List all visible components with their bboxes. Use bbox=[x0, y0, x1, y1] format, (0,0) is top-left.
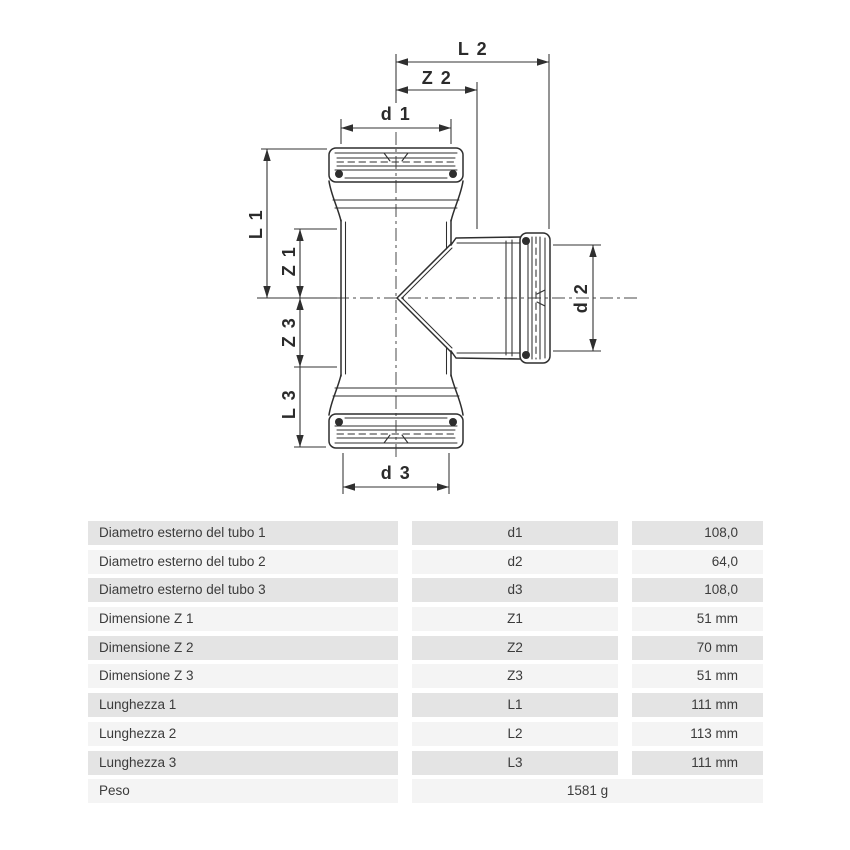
dim-label-Z3: Z 3 bbox=[279, 316, 299, 348]
spec-name: Lunghezza 3 bbox=[88, 751, 398, 775]
spec-value: 108,0 bbox=[632, 521, 763, 545]
spec-value: 51 mm bbox=[632, 664, 763, 688]
spec-symbol: d1 bbox=[412, 521, 618, 545]
spec-symbol: L1 bbox=[412, 693, 618, 717]
spec-table bbox=[88, 521, 763, 808]
table-row bbox=[88, 722, 763, 746]
spec-name: Diametro esterno del tubo 2 bbox=[88, 550, 398, 574]
dim-label-Z1: Z 1 bbox=[279, 245, 299, 277]
spec-value: 51 mm bbox=[632, 607, 763, 631]
spec-name: Lunghezza 2 bbox=[88, 722, 398, 746]
spec-value: 64,0 bbox=[632, 550, 763, 574]
table-row bbox=[88, 521, 763, 545]
dim-label-L2: L 2 bbox=[457, 39, 489, 59]
spec-symbol: L2 bbox=[412, 722, 618, 746]
spec-symbol: d3 bbox=[412, 578, 618, 602]
dimension-lines bbox=[267, 62, 593, 487]
spec-symbol: Z3 bbox=[412, 664, 618, 688]
table-row bbox=[88, 607, 763, 631]
centerlines bbox=[336, 132, 641, 458]
spec-name: Dimensione Z 2 bbox=[88, 636, 398, 660]
spec-value: 113 mm bbox=[632, 722, 763, 746]
table-row bbox=[88, 664, 763, 688]
table-row bbox=[88, 751, 763, 775]
dim-label-L1: L 1 bbox=[246, 208, 266, 240]
dim-label-d1: d 1 bbox=[380, 104, 412, 124]
spec-symbol: d2 bbox=[412, 550, 618, 574]
dim-label-d2: d 2 bbox=[571, 282, 591, 314]
spec-name: Lunghezza 1 bbox=[88, 693, 398, 717]
table-row-weight bbox=[88, 779, 763, 803]
spec-value: 108,0 bbox=[632, 578, 763, 602]
table-row bbox=[88, 693, 763, 717]
table-row bbox=[88, 636, 763, 660]
spec-name: Dimensione Z 1 bbox=[88, 607, 398, 631]
spec-value: 1581 g bbox=[412, 779, 763, 803]
table-row bbox=[88, 550, 763, 574]
dim-label-Z2: Z 2 bbox=[421, 68, 453, 88]
spec-value: 111 mm bbox=[632, 751, 763, 775]
table-row bbox=[88, 578, 763, 602]
spec-value: 70 mm bbox=[632, 636, 763, 660]
spec-name: Peso bbox=[88, 779, 398, 803]
dim-label-d3: d 3 bbox=[380, 463, 412, 483]
spec-name: Diametro esterno del tubo 3 bbox=[88, 578, 398, 602]
spec-value: 111 mm bbox=[632, 693, 763, 717]
spec-name: Dimensione Z 3 bbox=[88, 664, 398, 688]
spec-symbol: Z2 bbox=[412, 636, 618, 660]
spec-symbol: Z1 bbox=[412, 607, 618, 631]
dim-label-L3: L 3 bbox=[279, 388, 299, 420]
spec-symbol: L3 bbox=[412, 751, 618, 775]
spec-name: Diametro esterno del tubo 1 bbox=[88, 521, 398, 545]
